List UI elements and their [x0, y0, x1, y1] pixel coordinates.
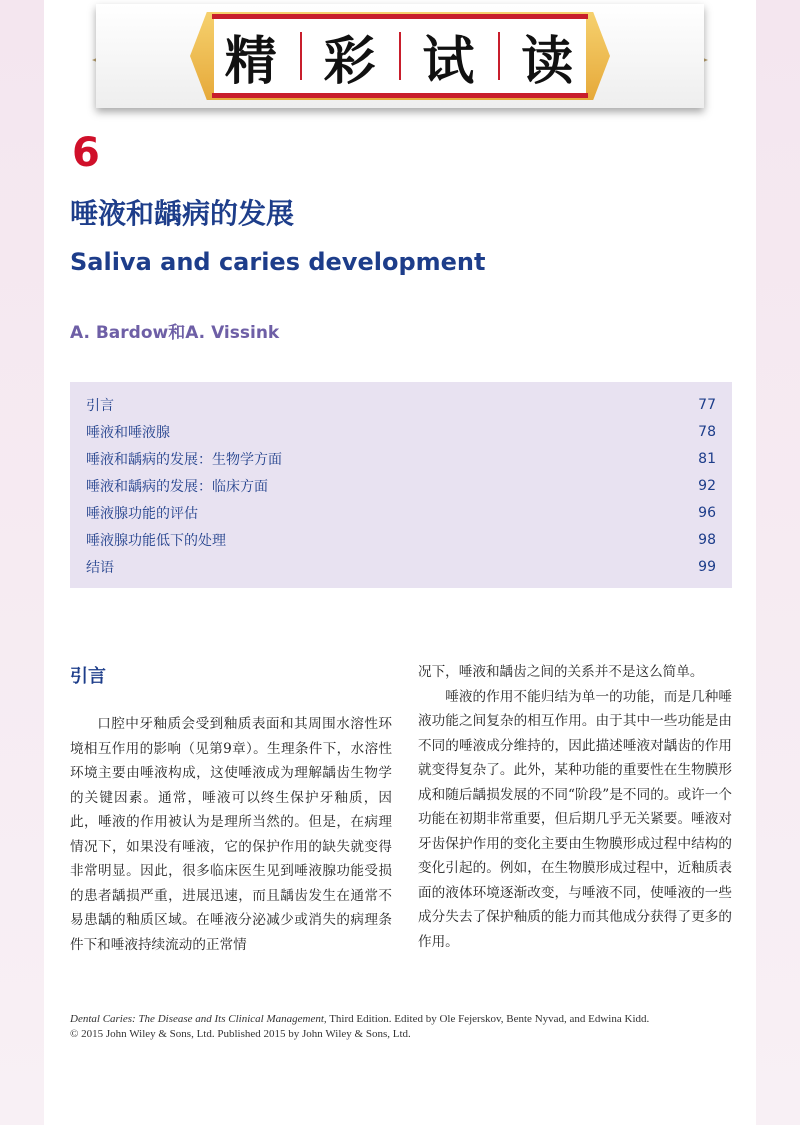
body-paragraph-continuation: 况下，唾液和龋齿之间的关系并不是这么简单。 — [418, 664, 704, 680]
body-column-right — [418, 660, 732, 954]
banner-char-3: 试 — [422, 31, 477, 92]
body-column-left — [70, 712, 392, 957]
toc-label: 唾液腺功能的评估 — [86, 506, 198, 522]
toc-label: 结语 — [86, 560, 114, 576]
section-heading: 引言 — [70, 666, 106, 687]
toc-label: 唾液腺功能低下的处理 — [86, 533, 226, 549]
toc-page: 77 — [698, 397, 716, 413]
chapter-authors: A. Bardow和A. Vissink — [70, 323, 280, 343]
toc-row — [86, 554, 716, 580]
toc-row — [86, 392, 716, 418]
footer-line-1 — [70, 1012, 750, 1027]
body-paragraph: 唾液的作用不能归结为单一的功能，而是几种唾液功能之间复杂的相互作用。由于其中一些功能是由不同的唾液成分维持的，因此描述唾液对龋齿的作用就变得复杂了。此外，某种功能的重要性在生物膜形成和随后龋损发展的不同“阶段”是不同的。或许一个功能在初期非常重要，但后期几乎无关紧要。唾液对牙齿保护作用的变化主要由生物膜形成过程中结构的变化引起的。例如，在生物膜形成过程中，近釉质表面的液体环境逐渐改变，与唾液不同，使唾液的一些成分失去了保护釉质的能力而其他成分获得了更多的作用。 — [418, 688, 732, 950]
toc-page: 98 — [698, 532, 716, 548]
toc-row — [86, 446, 716, 472]
toc-row — [86, 473, 716, 499]
toc-row — [86, 419, 716, 445]
footer-line-2: © 2015 John Wiley & Sons, Ltd. Published 2015 by John Wiley & Sons, Ltd. — [70, 1028, 411, 1040]
toc-label: 唾液和龋病的发展：临床方面 — [86, 479, 268, 495]
toc-row — [86, 500, 716, 526]
toc-page: 92 — [698, 478, 716, 494]
toc-page: 81 — [698, 451, 716, 467]
banner-char-2: 彩 — [323, 31, 378, 92]
table-of-contents — [70, 382, 732, 588]
body-paragraph: 口腔中牙釉质会受到釉质表面和其周围水溶性环境相互作用的影响（见第9章）。生理条件下，水溶性环境主要由唾液构成，这使唾液成为理解龋齿生物学的关键因素。通常，唾液可以终生保护牙釉质，因此，唾液的作用被认为是理所当然的。但是，在病理情况下，如果没有唾液，它的保护作用的缺失就变得非常明显。因此，很多临床医生见到唾液腺功能受损的患者龋损严重，进展迅速，而且龋齿发生在通常不易患龋的釉质区域。在唾液分泌减少或消失的病理条件下和唾液持续流动的正常情 — [70, 716, 392, 953]
banner-char-4: 读 — [521, 31, 576, 92]
toc-row — [86, 527, 716, 553]
banner-title — [214, 18, 586, 94]
toc-label: 唾液和龋病的发展：生物学方面 — [86, 452, 282, 468]
banner-separator — [300, 32, 302, 80]
toc-page: 96 — [698, 505, 716, 521]
chapter-number: 6 — [72, 130, 100, 176]
copyright-footer — [70, 1012, 750, 1042]
chapter-title-zh: 唾液和龋病的发展 — [70, 197, 295, 230]
banner-char-1: 精 — [224, 31, 279, 92]
banner-separator — [498, 32, 500, 80]
toc-label: 引言 — [86, 398, 114, 414]
footer-book-title: Dental Caries: The Disease and Its Clinical Management, — [70, 1013, 327, 1025]
preview-banner — [0, 0, 800, 120]
toc-page: 99 — [698, 559, 716, 575]
toc-label: 唾液和唾液腺 — [86, 425, 170, 441]
footer-edition: Third Edition. Edited by Ole Fejerskov, Bente Nyvad, and Edwina Kidd. — [326, 1013, 650, 1025]
toc-page: 78 — [698, 424, 716, 440]
chapter-title-en: Saliva and caries development — [70, 248, 486, 276]
banner-separator — [399, 32, 401, 80]
right-margin — [756, 0, 800, 1125]
left-margin — [0, 0, 44, 1125]
